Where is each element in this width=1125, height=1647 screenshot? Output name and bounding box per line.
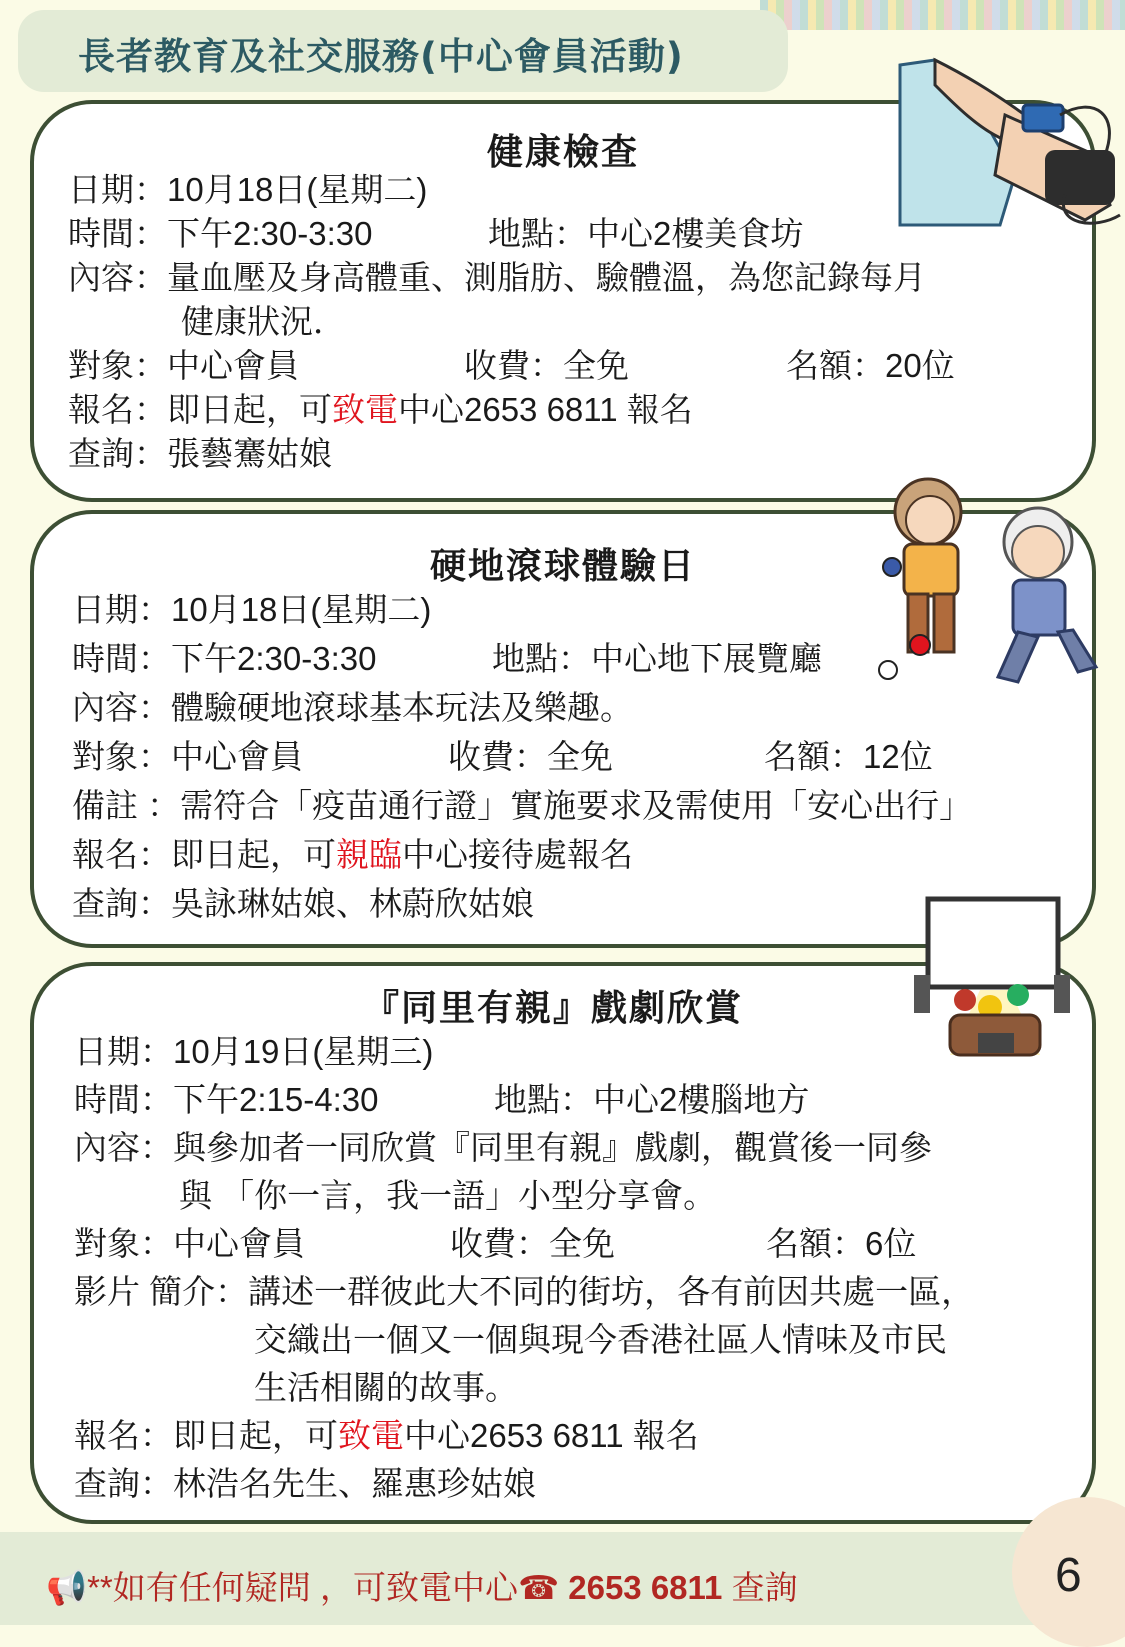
synopsis-line: 影片 簡介：講述一群彼此大不同的街坊，各有前因共處一區， [74,1273,975,1310]
date-line: 日期：10月18日(星期二) [72,591,432,628]
target-line: 對象：中心會員 [72,738,303,775]
content-line: 內容：體驗硬地滾球基本玩法及樂趣。 [72,689,633,726]
card-title: 硬地滾球體驗日 [429,546,696,587]
quota-line: 名額：20位 [786,347,955,384]
enquiry-line: 查詢：吳詠琳姑娘、林蔚欣姑娘 [72,885,534,922]
page-number: 6 [1055,1549,1082,1602]
fee-line: 收費：全免 [464,347,629,384]
time-line: 時間：下午2:30-3:30 [72,640,377,677]
date-line: 日期：10月18日(星期二) [68,171,428,208]
fee-line: 收費：全免 [448,738,613,775]
cinema-illustration [910,895,1070,1075]
venue-line: 地點：中心2樓美食坊 [488,215,804,252]
phone-icon: ☎ [517,1569,560,1606]
target-line: 對象：中心會員 [74,1225,305,1262]
enquiry-line: 查詢：林浩名先生、羅惠珍姑娘 [74,1465,536,1502]
page-title: 長者教育及社交服務(中心會員活動) [78,35,684,78]
quota-line: 名額：6位 [766,1225,917,1262]
decorative-stripes [760,0,1125,30]
synopsis-line-2: 交織出一個又一個與現今香港社區人情味及市民 [254,1321,947,1358]
registration-line: 報名：即日起，可親臨中心接待處報名 [72,836,633,873]
content-line-2: 健康狀況． [181,303,346,340]
footer-note: 📢**如有任何疑問 ，可致電中心☎ 2653 6811 查詢 [46,1569,798,1606]
synopsis-line-3: 生活相關的故事。 [254,1369,518,1406]
venue-line: 地點：中心2樓腦地方 [494,1081,810,1118]
card-title: 健康檢查 [486,132,639,173]
fee-line: 收費：全免 [450,1225,615,1262]
registration-line: 報名：即日起，可致電中心2653 6811 報名 [68,391,693,428]
target-line: 對象：中心會員 [68,347,299,384]
content-line-2: 與 「你一言，我一語」小型分享會。 [179,1177,717,1214]
enquiry-line: 查詢：張藝騫姑娘 [68,435,332,472]
quota-line: 名額：12位 [764,738,933,775]
venue-line: 地點：中心地下展覽廳 [492,640,822,677]
card-title: 『同里有親』戲劇欣賞 [362,988,743,1029]
registration-line: 報名：即日起，可致電中心2653 6811 報名 [74,1417,699,1454]
megaphone-icon: 📢 [46,1569,88,1606]
boccia-illustration [878,472,1103,692]
remark-line: 備註 ：需符合「疫苗通行證」實施要求及需使用「安心出行」 [72,787,973,824]
content-line: 內容：與參加者一同欣賞『同里有親』戲劇，觀賞後一同參 [74,1129,932,1166]
blood-pressure-illustration [895,55,1125,230]
content-line: 內容：量血壓及身高體重、測脂肪、驗體溫，為您記錄每月 [68,259,926,296]
time-line: 時間：下午2:30-3:30 [68,215,373,252]
date-line: 日期：10月19日(星期三) [74,1033,434,1070]
time-line: 時間：下午2:15-4:30 [74,1081,379,1118]
